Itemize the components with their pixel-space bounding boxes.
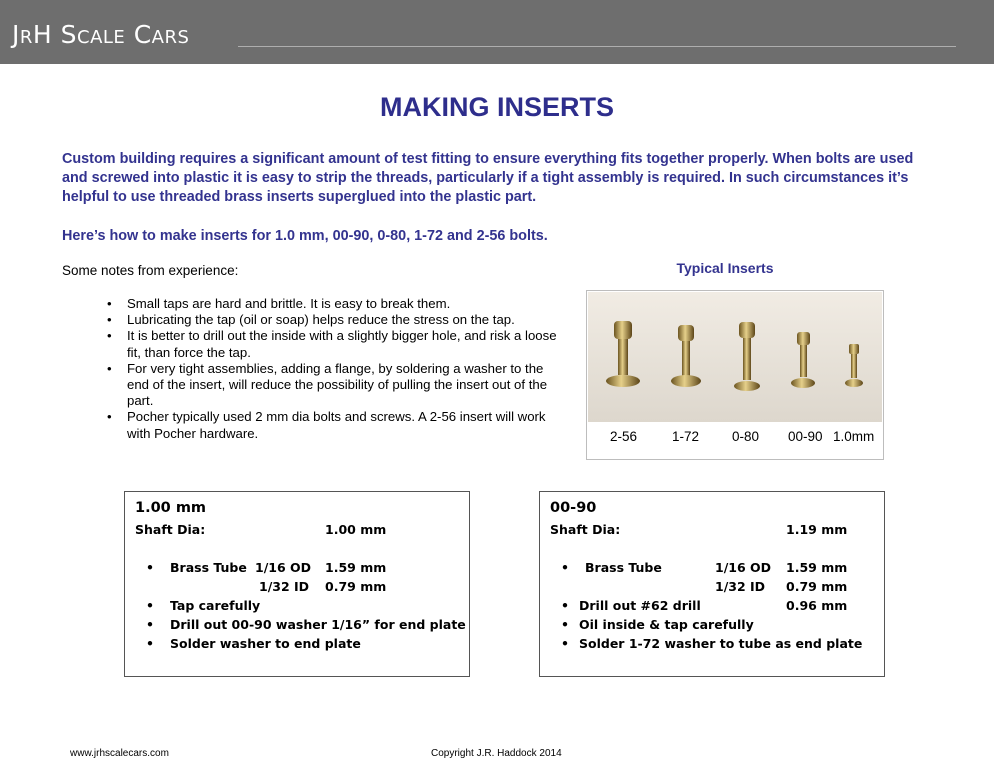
footer-copyright: Copyright J.R. Haddock 2014 [431, 748, 562, 759]
id-label: 1/32 ID [715, 579, 766, 594]
note-item: • It is better to drill out the inside with a slightly bigger hole, and risk a loose fit, than force the tap. [107, 328, 567, 360]
box-title: 00-90 [550, 500, 597, 516]
bullet: • [146, 598, 154, 613]
step-item: Oil inside & tap carefully [579, 617, 754, 632]
od-label: 1/16 OD [715, 560, 772, 575]
page-title: MAKING INSERTS [379, 92, 614, 122]
insert-0-80 [734, 322, 760, 391]
insert-00-90 [791, 332, 815, 388]
shaft-label: Shaft Dia: [550, 522, 621, 537]
inserts-photo [586, 290, 884, 460]
note-item: • Small taps are hard and brittle. It is easy to break them. [107, 296, 567, 312]
header-rule [238, 46, 956, 47]
brass-tube-label: Brass Tube [585, 560, 662, 575]
notes-list [107, 296, 567, 442]
bullet: • [561, 560, 569, 575]
brand-logo: JrH Scale Cars [12, 20, 190, 49]
shaft-label: Shaft Dia: [135, 522, 206, 537]
insert-1-72 [671, 325, 701, 387]
brass-tube-label: Brass Tube [170, 560, 247, 575]
bullet: • [146, 617, 154, 632]
od-value: 1.59 mm [325, 560, 387, 575]
spec-box-00-90 [539, 491, 885, 677]
insert-2-56 [606, 321, 640, 387]
step-item: Solder 1-72 washer to tube as end plate [579, 636, 863, 651]
header-bar [0, 0, 994, 64]
note-item: • Lubricating the tap (oil or soap) helps reduce the stress on the tap. [107, 312, 567, 328]
drill-value: 0.96 mm [786, 598, 848, 613]
spec-box-1mm [124, 491, 470, 677]
bullet: • [561, 598, 569, 613]
box-title: 1.00 mm [135, 500, 207, 516]
intro-paragraph: Custom building requires a significant amount of test fitting to ensure everything fits together properly. When bolts are used and screwed into plastic it is easy to strip the threads, particularly if a tight assembly is required. In such circumstances it’s helpful to use threaded brass inserts superglued into the plastic part. [62, 151, 914, 205]
bullet: • [561, 617, 569, 632]
od-label: 1/16 OD [255, 560, 312, 575]
step-item: Tap carefully [170, 598, 261, 613]
caption-1-72: 1-72 [672, 429, 700, 444]
note-item: • Pocher typically used 2 mm dia bolts and screws. A 2-56 insert will work with Pocher hardware. [107, 409, 567, 441]
step-item: Solder washer to end plate [170, 636, 361, 651]
footer-website: www.jrhscalecars.com [70, 748, 169, 759]
notes-heading: Some notes from experience: [62, 263, 239, 278]
bullet: • [146, 560, 154, 575]
shaft-value: 1.19 mm [786, 522, 848, 537]
step-item: Drill out 00-90 washer 1/16” for end plate [170, 617, 466, 632]
insert-1-0mm [845, 344, 863, 387]
bullet: • [561, 636, 569, 651]
id-value: 0.79 mm [786, 579, 848, 594]
note-item: • For very tight assemblies, adding a flange, by soldering a washer to the end of the insert, will reduce the possibility of pulling the insert out of the part. [107, 361, 567, 410]
caption-2-56: 2-56 [610, 429, 638, 444]
drill-label: Drill out #62 drill [579, 598, 701, 613]
caption-1-0mm: 1.0mm [833, 429, 875, 444]
id-label: 1/32 ID [259, 579, 310, 594]
od-value: 1.59 mm [786, 560, 848, 575]
id-value: 0.79 mm [325, 579, 387, 594]
caption-0-80: 0-80 [732, 429, 760, 444]
caption-00-90: 00-90 [788, 429, 823, 444]
bullet: • [146, 636, 154, 651]
typical-inserts-heading: Typical Inserts [676, 260, 774, 276]
shaft-value: 1.00 mm [325, 522, 387, 537]
howto-line: Here’s how to make inserts for 1.0 mm, 00-90, 0-80, 1-72 and 2-56 bolts. [62, 228, 548, 244]
